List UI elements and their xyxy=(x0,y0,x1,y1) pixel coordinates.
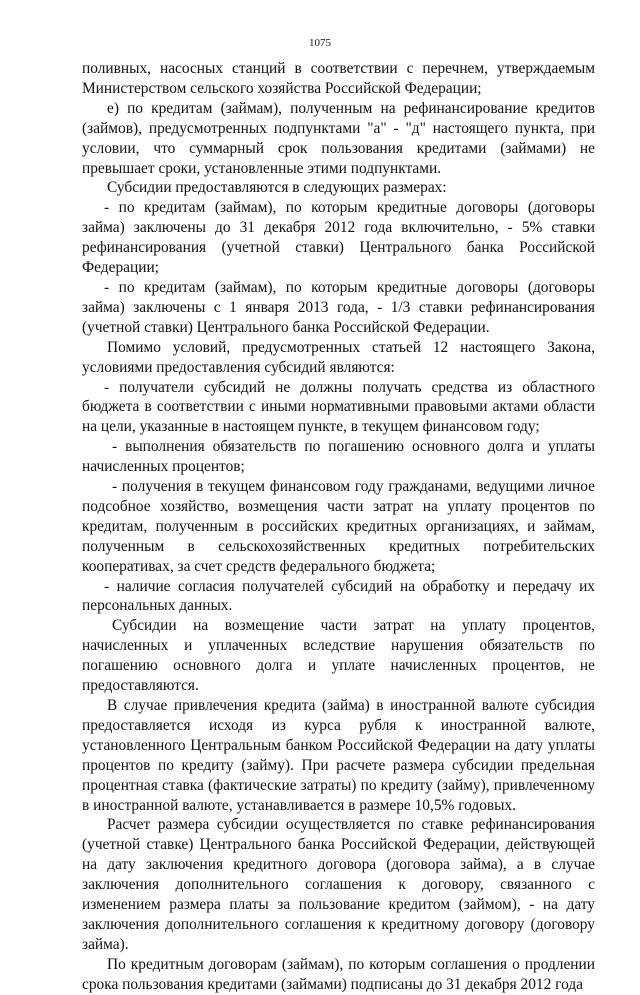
paragraph-subsidy-sizes: Субсидии предоставляются в следующих размерах: xyxy=(107,179,447,197)
paragraph-continuation: поливных, насосных станций в соответствии с перечнем, утверждаемым Министерством сельского хозяйства Российской Федерации; xyxy=(82,60,595,97)
paragraph-foreign-currency: В случае привлечения кредита (займа) в иностранной валюте субсидия предоставляется исходя из курса рубля к иностранной валюте, установленного Центральным банком Российской Федерации на дату уплаты процентов по кредиту (займу). При расчете размера субсидии предельная процентная ставка (фактические затраты) по кредиту (займу), привлеченному в иностранной валюте, устанавливается в размере 10,5% годовых. xyxy=(82,697,595,814)
paragraph-conditions-intro: Помимо условий, предусмотренных статьей 12 настоящего Закона, условиями предоставления субсидий являются: xyxy=(82,338,595,376)
paragraph-condition-obligations: - выполнения обязательств по погашению основного долга и уплаты начисленных процентов; xyxy=(82,438,595,476)
paragraph-rate-before-2013: - по кредитам (займам), по которым кредитные договоры (договоры займа) заключены до 31 декабря 2012 года включительно, - 5% ставки рефинансирования (учетной ставки) Центрального банка Российской Федерации; xyxy=(82,199,595,277)
paragraph-calculation: Расчет размера субсидии осуществляется по ставке рефинансирования (учетной ставке) Центрального банка Российской Федерации, действующей на дату заключения кредитного договора (договора займа), а в случае заключения дополнительного соглашения к договору, связанного с изменением размера платы за пользование кредитом (займом), - на дату заключения дополнительного соглашения к кредитному договору (договору займа). xyxy=(82,816,595,953)
paragraph-no-subsidy-penalty: Субсидии на возмещение части затрат на уплату процентов, начисленных и уплаченных вследствие нарушения обязательств по погашению основного долга и уплате начисленных процентов, не предоставляются. xyxy=(82,617,595,695)
paragraph-rate-from-2013: - по кредитам (займам), по которым кредитные договоры (договоры займа) заключены с 1 января 2013 года, - 1/3 ставки рефинансирования (учетной ставки) Центрального банка Российской Федерации. xyxy=(82,278,595,336)
paragraph-extension: По кредитным договорам (займам), по которым соглашения о продлении срока пользования кредитами (займами) подписаны до 31 декабря 2012 года xyxy=(82,955,595,993)
page-number: 1075 xyxy=(309,37,331,49)
paragraph-condition-consent: - наличие согласия получателей субсидий на обработку и передачу их персональных данных. xyxy=(82,577,595,615)
paragraph-subpoint-e: е) по кредитам (займам), полученным на рефинансирование кредитов (займов), предусмотренных подпунктами "а" - "д" настоящего пункта, при условии, что суммарный срок пользования кредитами (займами) не превышает сроки, установленные этими подпунктами. xyxy=(82,99,595,177)
paragraph-condition-budget: - получатели субсидий не должны получать средства из областного бюджета в соответствии с иными нормативными правовыми актами области на цели, указанные в настоящем пункте, в текущем финансовом году; xyxy=(82,378,595,436)
paragraph-condition-federal: - получения в текущем финансовом году гражданами, ведущими личное подсобное хозяйство, возмещения части затрат на уплату процентов по кредитам, полученным в российских кредитных организациях, и займам, полученным в сельскохозяйственных кредитных потребительских кооперативах, за счет средств федерального бюджета; xyxy=(82,478,595,575)
document-body xyxy=(82,59,595,995)
